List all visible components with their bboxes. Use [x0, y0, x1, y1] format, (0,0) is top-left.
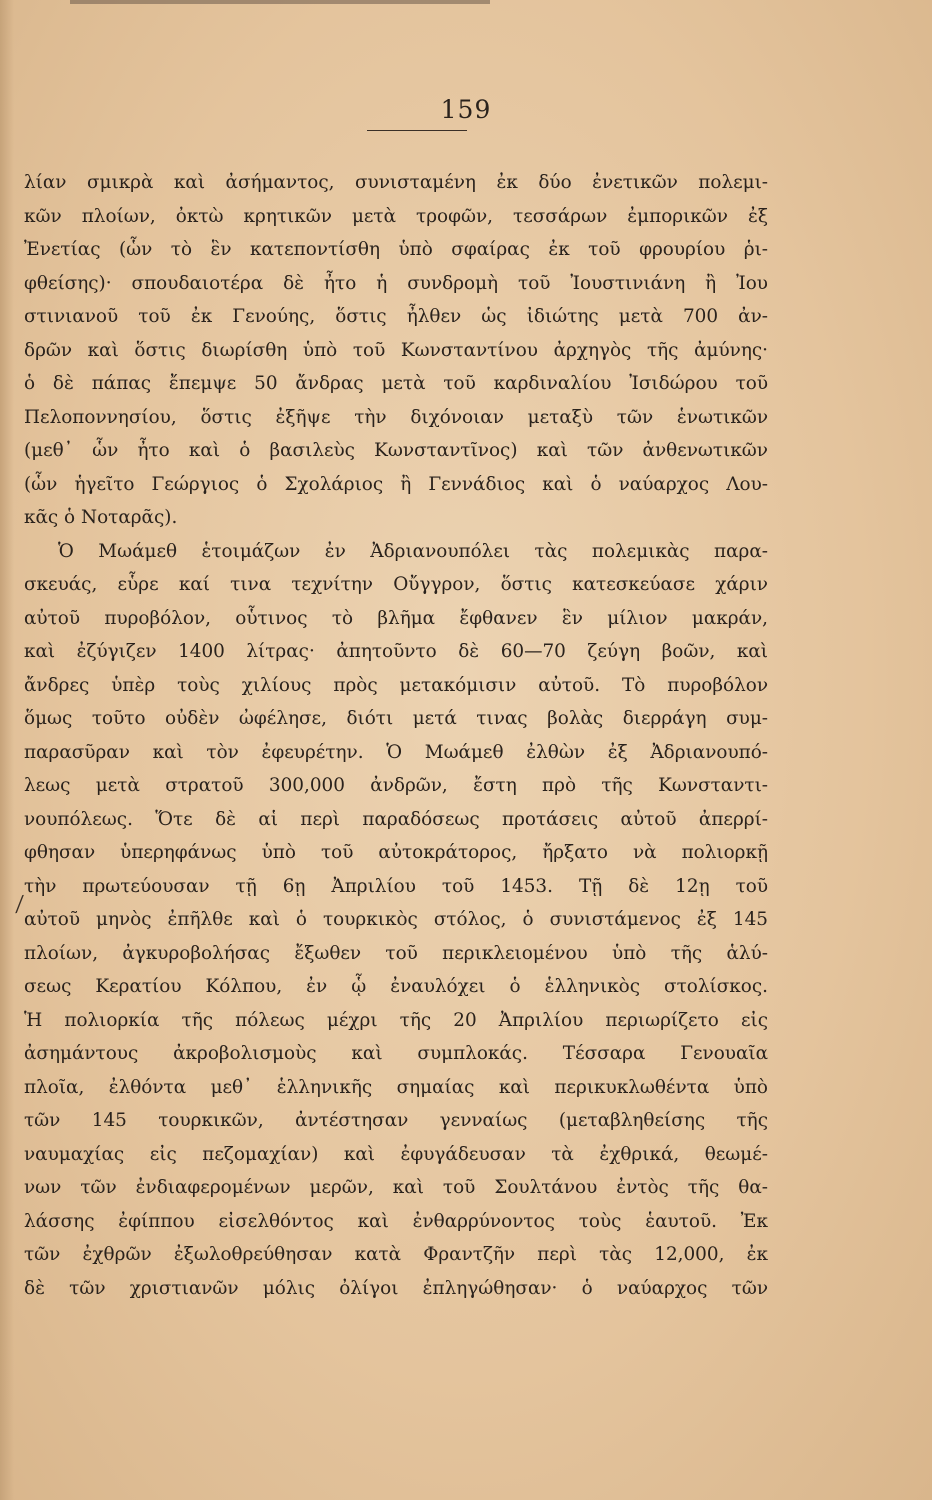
page-number-rule: [367, 130, 467, 131]
text-line: κῶν πλοίων, ὀκτὼ κρητικῶν μετὰ τροφῶν, τεσσάρων ἐμπορικῶν ἐξ: [24, 205, 768, 227]
text-line: τῶν ἐχθρῶν ἐξωλοθρεύθησαν κατὰ Φραντζῆν περὶ τὰς 12,000, ἐκ: [24, 1244, 768, 1265]
text-line: (ὧν ἡγεῖτο Γεώργιος ὁ Σχολάριος ἢ Γεννάδιος καὶ ὁ ναύαρχος Λου-: [24, 473, 768, 495]
text-line: Ἐνετίας (ὧν τὸ ἓν κατεποντίσθη ὑπὸ σφαίρας ἐκ τοῦ φρουρίου ῥι-: [24, 239, 768, 260]
text-line: ἀσημάντους ἀκροβολισμοὺς καὶ συμπλοκάς. Τέσσαρα Γενουαῖα: [24, 1043, 768, 1064]
text-line: Ἡ πολιορκία τῆς πόλεως μέχρι τῆς 20 Ἀπριλίου περιωρίζετο εἰς: [24, 1009, 768, 1031]
body-text: [24, 166, 768, 1305]
text-line: καὶ ἐζύγιζεν 1400 λίτρας· ἀπητοῦντο δὲ 60—70 ζεύγη βοῶν, καὶ: [24, 641, 768, 662]
text-line: (μεθ᾽ ὧν ἦτο καὶ ὁ βασιλεὺς Κωνσταντῖνος) καὶ τῶν ἀνθενωτικῶν: [24, 440, 768, 461]
text-line: νων τῶν ἐνδιαφερομένων μερῶν, καὶ τοῦ Σουλτάνου ἐντὸς τῆς θα-: [24, 1177, 768, 1198]
text-line: σεως Κερατίου Κόλπου, ἐν ᾧ ἐναυλόχει ὁ ἑλληνικὸς στολίσκος.: [24, 976, 768, 997]
text-line: Ὁ Μωάμεθ ἑτοιμάζων ἐν Ἀδριανουπόλει τὰς πολεμικὰς παρα-: [58, 540, 768, 562]
text-line: στινιανοῦ τοῦ ἐκ Γενούης, ὅστις ἦλθεν ὡς ἰδιώτης μετὰ 700 ἀν-: [24, 306, 768, 327]
text-line: φθησαν ὑπερηφάνως ὑπὸ τοῦ αὐτοκράτορος, ἤρξατο νὰ πολιορκῇ: [24, 842, 768, 863]
text-line: ναυμαχίας εἰς πεζομαχίαν) καὶ ἐφυγάδευσαν τὰ ἐχθρικά, θεωμέ-: [24, 1143, 768, 1165]
text-line: τὴν πρωτεύουσαν τῇ 6ῃ Ἀπριλίου τοῦ 1453. Τῇ δὲ 12ῃ τοῦ: [24, 875, 768, 897]
text-line: φθείσης)· σπουδαιοτέρα δὲ ἦτο ἡ συνδρομὴ τοῦ Ἰουστινιάνη ἢ Ἰου: [24, 272, 768, 294]
text-line: ὅμως τοῦτο οὐδὲν ὠφέλησε, διότι μετά τινας βολὰς διερράγη συμ-: [24, 708, 768, 729]
margin-pencil-mark: ⁄: [15, 892, 24, 919]
text-line: πλοίων, ἀγκυροβολήσας ἔξωθεν τοῦ περικλειομένου ὑπὸ τῆς ἁλύ-: [24, 942, 768, 964]
text-line: λάσσης ἐφίππου εἰσελθόντος καὶ ἐνθαρρύνοντος τοὺς ἑαυτοῦ. Ἐκ: [24, 1210, 768, 1232]
text-line: ὁ δὲ πάπας ἔπεμψε 50 ἄνδρας μετὰ τοῦ καρδιναλίου Ἰσιδώρου τοῦ: [24, 373, 768, 394]
text-line: λεως μετὰ στρατοῦ 300,000 ἀνδρῶν, ἔστη πρὸ τῆς Κωνσταντι-: [24, 775, 768, 796]
text-line: αὐτοῦ πυροβόλον, οὗτινος τὸ βλῆμα ἔφθανεν ἓν μίλιον μακράν,: [24, 607, 768, 629]
text-line: κᾶς ὁ Νοταρᾶς).: [24, 507, 178, 528]
text-line: πλοῖα, ἐλθόντα μεθ᾽ ἑλληνικῆς σημαίας καὶ περικυκλωθέντα ὑπὸ: [24, 1076, 768, 1098]
text-line: λίαν σμικρὰ καὶ ἀσήμαντος, συνισταμένη ἐκ δύο ἐνετικῶν πολεμι-: [24, 172, 768, 193]
text-line: Πελοποννησίου, ὅστις ἐξῆψε τὴν διχόνοιαν μεταξὺ τῶν ἑνωτικῶν: [24, 406, 768, 428]
text-line: δρῶν καὶ ὅστις διωρίσθη ὑπὸ τοῦ Κωνσταντίνου ἀρχηγὸς τῆς ἀμύνης·: [24, 339, 768, 361]
text-line: ἄνδρες ὑπὲρ τοὺς χιλίους πρὸς μετακόμισιν αὐτοῦ. Τὸ πυροβόλον: [24, 674, 768, 696]
text-line: δὲ τῶν χριστιανῶν μόλις ὀλίγοι ἐπληγώθησαν· ὁ ναύαρχος τῶν: [24, 1277, 768, 1299]
text-line: σκευάς, εὗρε καί τινα τεχνίτην Οὔγγρον, ὅστις κατεσκεύασε χάριν: [24, 574, 768, 595]
page-number: 159: [440, 95, 492, 124]
text-line: παρασῦραν καὶ τὸν ἐφευρέτην. Ὁ Μωάμεθ ἐλθὼν ἐξ Ἀδριανουπό-: [24, 741, 768, 763]
page-binding-edge: [0, 0, 14, 1500]
text-line: αὐτοῦ μηνὸς ἐπῆλθε καὶ ὁ τουρκικὸς στόλος, ὁ συνιστάμενος ἐξ 145: [24, 909, 768, 930]
text-line: τῶν 145 τουρκικῶν, ἀντέστησαν γενναίως (μεταβληθείσης τῆς: [24, 1110, 768, 1131]
text-line: νουπόλεως. Ὅτε δὲ αἱ περὶ παραδόσεως προτάσεις αὐτοῦ ἀπερρί-: [24, 808, 768, 830]
top-edge-rule: [70, 0, 490, 4]
